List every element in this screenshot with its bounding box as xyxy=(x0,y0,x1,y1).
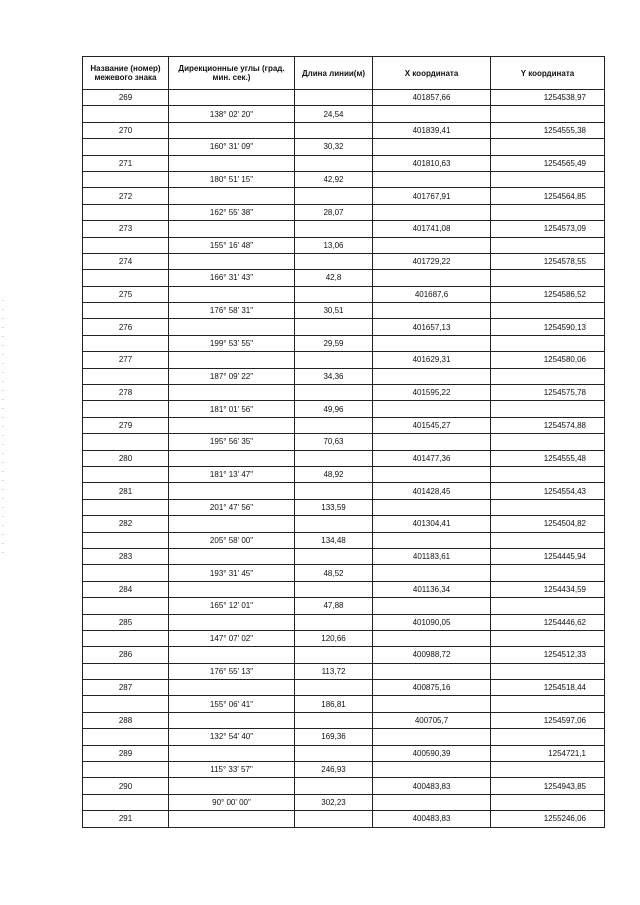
header-line-length: Длина линии(м) xyxy=(295,57,373,90)
point-row xyxy=(83,319,605,335)
segment-row xyxy=(83,335,605,351)
empty-cell xyxy=(373,630,491,646)
line-length: 42,8 xyxy=(295,270,373,286)
x-coordinate: 401657,13 xyxy=(373,319,491,335)
direction-angle: 201° 47' 56" xyxy=(169,499,295,515)
x-coordinate: 401136,34 xyxy=(373,581,491,597)
y-coordinate: 1254575,78 xyxy=(491,385,605,401)
line-length: 169,36 xyxy=(295,729,373,745)
empty-cell xyxy=(491,434,605,450)
line-length: 186,81 xyxy=(295,696,373,712)
point-row xyxy=(83,253,605,269)
y-coordinate: 1254580,06 xyxy=(491,352,605,368)
x-coordinate: 401545,27 xyxy=(373,417,491,433)
x-coordinate: 401857,66 xyxy=(373,90,491,106)
empty-cell xyxy=(169,581,295,597)
empty-cell xyxy=(491,762,605,778)
direction-angle: 195° 56' 35" xyxy=(169,434,295,450)
empty-cell xyxy=(373,139,491,155)
x-coordinate: 401629,31 xyxy=(373,352,491,368)
empty-cell xyxy=(83,270,169,286)
empty-cell xyxy=(373,401,491,417)
empty-cell xyxy=(491,630,605,646)
empty-cell xyxy=(169,286,295,302)
segment-row xyxy=(83,368,605,384)
point-name: 283 xyxy=(83,548,169,564)
segment-row xyxy=(83,237,605,253)
point-name: 279 xyxy=(83,417,169,433)
point-name: 270 xyxy=(83,122,169,138)
point-row xyxy=(83,483,605,499)
empty-cell xyxy=(83,598,169,614)
segment-row xyxy=(83,532,605,548)
empty-cell xyxy=(83,171,169,187)
point-name: 282 xyxy=(83,516,169,532)
empty-cell xyxy=(169,221,295,237)
x-coordinate: 400988,72 xyxy=(373,647,491,663)
y-coordinate: 1254590,13 xyxy=(491,319,605,335)
y-coordinate: 1254565,49 xyxy=(491,155,605,171)
x-coordinate: 401595,22 xyxy=(373,385,491,401)
x-coordinate: 401428,45 xyxy=(373,483,491,499)
point-row xyxy=(83,221,605,237)
point-row xyxy=(83,778,605,794)
y-coordinate: 1255246,06 xyxy=(491,811,605,827)
x-coordinate: 401090,05 xyxy=(373,614,491,630)
x-coordinate: 401810,63 xyxy=(373,155,491,171)
x-coordinate: 401767,91 xyxy=(373,188,491,204)
y-coordinate: 1254564,85 xyxy=(491,188,605,204)
empty-cell xyxy=(373,270,491,286)
empty-cell xyxy=(169,483,295,499)
segment-row xyxy=(83,663,605,679)
y-coordinate: 1254555,48 xyxy=(491,450,605,466)
point-row xyxy=(83,90,605,106)
point-row xyxy=(83,811,605,827)
empty-cell xyxy=(83,204,169,220)
point-name: 288 xyxy=(83,712,169,728)
empty-cell xyxy=(295,680,373,696)
point-row xyxy=(83,122,605,138)
segment-row xyxy=(83,630,605,646)
empty-cell xyxy=(169,253,295,269)
empty-cell xyxy=(295,548,373,564)
point-name: 284 xyxy=(83,581,169,597)
empty-cell xyxy=(373,368,491,384)
empty-cell xyxy=(373,663,491,679)
empty-cell xyxy=(373,565,491,581)
empty-cell xyxy=(295,516,373,532)
empty-cell xyxy=(295,319,373,335)
point-name: 278 xyxy=(83,385,169,401)
empty-cell xyxy=(295,155,373,171)
empty-cell xyxy=(295,483,373,499)
boundary-coordinates-table xyxy=(82,56,605,828)
empty-cell xyxy=(295,286,373,302)
empty-cell xyxy=(83,303,169,319)
y-coordinate: 1254445,94 xyxy=(491,548,605,564)
segment-row xyxy=(83,696,605,712)
empty-cell xyxy=(169,680,295,696)
line-length: 28,07 xyxy=(295,204,373,220)
direction-angle: 193° 31' 45" xyxy=(169,565,295,581)
segment-row xyxy=(83,434,605,450)
empty-cell xyxy=(83,466,169,482)
direction-angle: 176° 58' 31" xyxy=(169,303,295,319)
direction-angle: 147° 07' 02" xyxy=(169,630,295,646)
line-length: 48,52 xyxy=(295,565,373,581)
segment-row xyxy=(83,401,605,417)
y-coordinate: 1254504,82 xyxy=(491,516,605,532)
y-coordinate: 1254446,62 xyxy=(491,614,605,630)
point-name: 269 xyxy=(83,90,169,106)
empty-cell xyxy=(169,155,295,171)
line-length: 47,88 xyxy=(295,598,373,614)
segment-row xyxy=(83,762,605,778)
line-length: 13,06 xyxy=(295,237,373,253)
point-name: 289 xyxy=(83,745,169,761)
empty-cell xyxy=(295,712,373,728)
empty-cell xyxy=(295,188,373,204)
direction-angle: 180° 51' 15" xyxy=(169,171,295,187)
empty-cell xyxy=(373,303,491,319)
empty-cell xyxy=(83,663,169,679)
point-name: 273 xyxy=(83,221,169,237)
x-coordinate: 401741,08 xyxy=(373,221,491,237)
empty-cell xyxy=(295,811,373,827)
empty-cell xyxy=(295,253,373,269)
empty-cell xyxy=(169,188,295,204)
direction-angle: 165° 12' 01" xyxy=(169,598,295,614)
y-coordinate: 1254518,44 xyxy=(491,680,605,696)
y-coordinate: 1254554,43 xyxy=(491,483,605,499)
direction-angle: 181° 01' 56" xyxy=(169,401,295,417)
empty-cell xyxy=(295,745,373,761)
line-length: 49,96 xyxy=(295,401,373,417)
empty-cell xyxy=(491,368,605,384)
line-length: 29,59 xyxy=(295,335,373,351)
empty-cell xyxy=(491,139,605,155)
empty-cell xyxy=(373,794,491,810)
line-length: 113,72 xyxy=(295,663,373,679)
empty-cell xyxy=(491,794,605,810)
segment-row xyxy=(83,565,605,581)
empty-cell xyxy=(491,565,605,581)
empty-cell xyxy=(491,663,605,679)
segment-row xyxy=(83,139,605,155)
empty-cell xyxy=(295,450,373,466)
empty-cell xyxy=(169,712,295,728)
line-length: 30,51 xyxy=(295,303,373,319)
header-y-coordinate: Y координата xyxy=(491,57,605,90)
empty-cell xyxy=(373,729,491,745)
x-coordinate: 400590,39 xyxy=(373,745,491,761)
empty-cell xyxy=(83,729,169,745)
direction-angle: 205° 58' 00" xyxy=(169,532,295,548)
empty-cell xyxy=(491,466,605,482)
empty-cell xyxy=(83,794,169,810)
x-coordinate: 401687,6 xyxy=(373,286,491,302)
x-coordinate: 400483,83 xyxy=(373,811,491,827)
empty-cell xyxy=(295,385,373,401)
empty-cell xyxy=(491,401,605,417)
x-coordinate: 401729,22 xyxy=(373,253,491,269)
empty-cell xyxy=(491,532,605,548)
line-length: 42,92 xyxy=(295,171,373,187)
segment-row xyxy=(83,171,605,187)
point-name: 272 xyxy=(83,188,169,204)
empty-cell xyxy=(295,614,373,630)
y-coordinate: 1254573,09 xyxy=(491,221,605,237)
line-length: 70,63 xyxy=(295,434,373,450)
empty-cell xyxy=(83,630,169,646)
point-row xyxy=(83,286,605,302)
empty-cell xyxy=(373,762,491,778)
x-coordinate: 401183,61 xyxy=(373,548,491,564)
empty-cell xyxy=(295,778,373,794)
empty-cell xyxy=(373,499,491,515)
point-row xyxy=(83,155,605,171)
scan-margin-marks xyxy=(2,300,4,560)
segment-row xyxy=(83,466,605,482)
empty-cell xyxy=(295,90,373,106)
point-row xyxy=(83,647,605,663)
x-coordinate: 401839,41 xyxy=(373,122,491,138)
direction-angle: 138° 02' 20" xyxy=(169,106,295,122)
empty-cell xyxy=(169,647,295,663)
empty-cell xyxy=(83,237,169,253)
point-name: 285 xyxy=(83,614,169,630)
x-coordinate: 401477,36 xyxy=(373,450,491,466)
empty-cell xyxy=(373,598,491,614)
point-name: 276 xyxy=(83,319,169,335)
empty-cell xyxy=(491,237,605,253)
point-row xyxy=(83,614,605,630)
empty-cell xyxy=(295,221,373,237)
empty-cell xyxy=(373,532,491,548)
empty-cell xyxy=(83,565,169,581)
point-row xyxy=(83,680,605,696)
y-coordinate: 1254597,06 xyxy=(491,712,605,728)
empty-cell xyxy=(295,581,373,597)
direction-angle: 187° 09' 22" xyxy=(169,368,295,384)
x-coordinate: 400705,7 xyxy=(373,712,491,728)
header-direction-angle: Дирекционные углы (град. мин. сек.) xyxy=(169,57,295,90)
empty-cell xyxy=(169,614,295,630)
empty-cell xyxy=(169,352,295,368)
empty-cell xyxy=(169,385,295,401)
direction-angle: 181° 13' 47" xyxy=(169,466,295,482)
empty-cell xyxy=(83,696,169,712)
header-point-name: Название (номер) межевого знака xyxy=(83,57,169,90)
empty-cell xyxy=(491,303,605,319)
empty-cell xyxy=(169,450,295,466)
segment-row xyxy=(83,598,605,614)
empty-cell xyxy=(373,466,491,482)
point-row xyxy=(83,417,605,433)
y-coordinate: 1254586,52 xyxy=(491,286,605,302)
empty-cell xyxy=(169,778,295,794)
point-name: 291 xyxy=(83,811,169,827)
point-row xyxy=(83,712,605,728)
empty-cell xyxy=(491,204,605,220)
point-row xyxy=(83,745,605,761)
empty-cell xyxy=(169,319,295,335)
empty-cell xyxy=(169,548,295,564)
x-coordinate: 400875,16 xyxy=(373,680,491,696)
line-length: 246,93 xyxy=(295,762,373,778)
point-name: 277 xyxy=(83,352,169,368)
segment-row xyxy=(83,303,605,319)
point-name: 290 xyxy=(83,778,169,794)
empty-cell xyxy=(169,811,295,827)
point-row xyxy=(83,581,605,597)
empty-cell xyxy=(83,335,169,351)
point-row xyxy=(83,385,605,401)
empty-cell xyxy=(373,106,491,122)
empty-cell xyxy=(373,171,491,187)
empty-cell xyxy=(491,499,605,515)
point-row xyxy=(83,352,605,368)
direction-angle: 155° 06' 41" xyxy=(169,696,295,712)
line-length: 120,66 xyxy=(295,630,373,646)
empty-cell xyxy=(373,204,491,220)
x-coordinate: 401304,41 xyxy=(373,516,491,532)
empty-cell xyxy=(83,106,169,122)
empty-cell xyxy=(373,696,491,712)
y-coordinate: 1254512,33 xyxy=(491,647,605,663)
y-coordinate: 1254434,59 xyxy=(491,581,605,597)
direction-angle: 166° 31' 43" xyxy=(169,270,295,286)
empty-cell xyxy=(83,139,169,155)
header-x-coordinate: X координата xyxy=(373,57,491,90)
point-row xyxy=(83,188,605,204)
empty-cell xyxy=(295,122,373,138)
point-name: 287 xyxy=(83,680,169,696)
direction-angle: 199° 53' 55" xyxy=(169,335,295,351)
y-coordinate: 1254721,1 xyxy=(491,745,605,761)
point-name: 280 xyxy=(83,450,169,466)
line-length: 30,32 xyxy=(295,139,373,155)
empty-cell xyxy=(295,417,373,433)
segment-row xyxy=(83,106,605,122)
empty-cell xyxy=(491,106,605,122)
empty-cell xyxy=(169,122,295,138)
empty-cell xyxy=(491,696,605,712)
empty-cell xyxy=(169,745,295,761)
point-row xyxy=(83,516,605,532)
x-coordinate: 400483,83 xyxy=(373,778,491,794)
point-row xyxy=(83,548,605,564)
point-name: 271 xyxy=(83,155,169,171)
direction-angle: 176° 55' 13" xyxy=(169,663,295,679)
empty-cell xyxy=(83,499,169,515)
empty-cell xyxy=(373,434,491,450)
empty-cell xyxy=(491,270,605,286)
point-name: 275 xyxy=(83,286,169,302)
line-length: 302,23 xyxy=(295,794,373,810)
direction-angle: 162° 55' 38" xyxy=(169,204,295,220)
line-length: 34,36 xyxy=(295,368,373,384)
empty-cell xyxy=(491,598,605,614)
line-length: 48,92 xyxy=(295,466,373,482)
empty-cell xyxy=(83,401,169,417)
direction-angle: 132° 54' 40" xyxy=(169,729,295,745)
empty-cell xyxy=(83,762,169,778)
empty-cell xyxy=(491,729,605,745)
y-coordinate: 1254574,88 xyxy=(491,417,605,433)
point-name: 281 xyxy=(83,483,169,499)
table-header-row xyxy=(83,57,605,90)
empty-cell xyxy=(83,434,169,450)
y-coordinate: 1254555,38 xyxy=(491,122,605,138)
empty-cell xyxy=(169,516,295,532)
line-length: 24,54 xyxy=(295,106,373,122)
segment-row xyxy=(83,729,605,745)
empty-cell xyxy=(491,335,605,351)
empty-cell xyxy=(83,368,169,384)
empty-cell xyxy=(373,237,491,253)
point-name: 274 xyxy=(83,253,169,269)
direction-angle: 90° 00' 00" xyxy=(169,794,295,810)
empty-cell xyxy=(295,352,373,368)
line-length: 134,48 xyxy=(295,532,373,548)
segment-row xyxy=(83,204,605,220)
y-coordinate: 1254943,85 xyxy=(491,778,605,794)
empty-cell xyxy=(491,171,605,187)
empty-cell xyxy=(169,90,295,106)
empty-cell xyxy=(169,417,295,433)
direction-angle: 155° 16' 48" xyxy=(169,237,295,253)
segment-row xyxy=(83,794,605,810)
y-coordinate: 1254538,97 xyxy=(491,90,605,106)
empty-cell xyxy=(373,335,491,351)
point-row xyxy=(83,450,605,466)
direction-angle: 115° 33' 57" xyxy=(169,762,295,778)
segment-row xyxy=(83,499,605,515)
empty-cell xyxy=(295,647,373,663)
empty-cell xyxy=(83,532,169,548)
line-length: 133,59 xyxy=(295,499,373,515)
y-coordinate: 1254578,55 xyxy=(491,253,605,269)
segment-row xyxy=(83,270,605,286)
point-name: 286 xyxy=(83,647,169,663)
direction-angle: 160° 31' 09" xyxy=(169,139,295,155)
